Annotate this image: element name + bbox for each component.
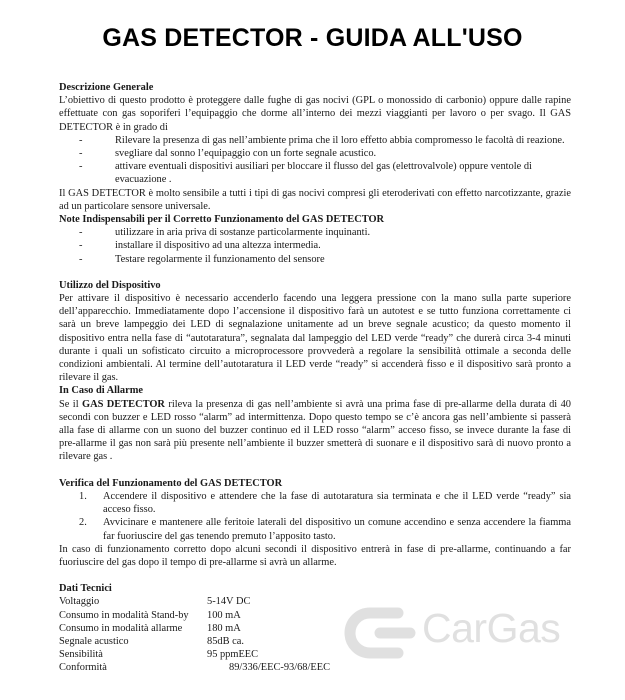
- list-item: 2. Avvicinare e mantenere alle feritoie laterali del dispositivo un comune accendino e senza accendere la fiamma far fuoriuscire del gas tenendo premuto l’apposito tasto.: [79, 517, 571, 542]
- watermark-text: CarGas: [422, 605, 561, 651]
- section-heading-tech: Dati Tecnici: [59, 583, 112, 595]
- list-item: - attivare eventuali dispositivi ausiliari per bloccare il flusso del gas (elettrovalvole) oppure ventole di evacuazione .: [79, 161, 532, 186]
- tech-label: Sensibilità: [59, 649, 103, 661]
- tech-value: 100 mA: [207, 609, 241, 621]
- document-body: [59, 81, 571, 675]
- tech-value: 89/336/EEC-93/68/EEC: [229, 662, 331, 674]
- tech-label: Voltaggio: [59, 596, 100, 608]
- tech-value: 5-14V DC: [207, 596, 251, 608]
- page-title: GAS DETECTOR - GUIDA ALL'USO: [102, 24, 523, 52]
- tech-label: Consumo in modalità Stand-by: [59, 609, 189, 621]
- tech-value: 95 ppmEEC: [207, 649, 259, 661]
- general-intro: L’obiettivo di questo prodotto è proteggere dalle fughe di gas nocivi (GPL o monossido di carbonio) oppure dalle rapine effettuate con gas soporiferi l’equipaggio che dorme all’interno dei mezzi viaggianti per lavoro o per svago. Il GAS DETECTOR è in grado di: [59, 95, 571, 133]
- tech-label: Segnale acustico: [59, 635, 129, 647]
- cargas-logo-icon: [340, 603, 420, 663]
- list-item: - svegliare dal sonno l’equipaggio con un forte segnale acustico.: [79, 148, 377, 160]
- tech-value: 180 mA: [207, 622, 241, 634]
- tech-value: 85dB ca.: [207, 635, 244, 647]
- section-heading-verify: Verifica del Funzionamento del GAS DETECTOR: [59, 477, 283, 489]
- general-closing: Il GAS DETECTOR è molto sensibile a tutti i tipi di gas nocivi compresi gli eteroderivati con effetto narcotizzante, grazie ad un particolare sensore universale.: [59, 187, 571, 212]
- alarm-body: Se il GAS DETECTOR rileva la presenza di gas nell’ambiente si avrà una prima fase di pre-allarme della durata di 40 secondi con buzzer e LED rosso “alarm” ad intermittenza. Dopo questo tempo se c’è ancora gas nell’ambiente si passerà alla fase di allarme con un suono del buzzer continuo ed il LED rosso “alarm” acceso fisso, se invece durante la fase di pre-allarme il gas non sarà più presente nell’ambiente il buzzer smetterà di suonare e il dispositivo sarà di nuovo pronto a rilevare gas .: [59, 398, 571, 463]
- list-item: - Rilevare la presenza di gas nell’ambiente prima che il loro effetto abbia compromesso le facoltà di reazione.: [79, 134, 565, 146]
- cargas-watermark: [340, 603, 620, 663]
- list-item: - utilizzare in aria priva di sostanze particolarmente inquinanti.: [79, 227, 371, 239]
- verify-steps-list: [59, 490, 571, 543]
- list-item: - Testare regolarmente il funzionamento del sensore: [79, 253, 325, 265]
- section-heading-general: Descrizione Generale: [59, 82, 154, 93]
- notes-bullet-list: [59, 226, 571, 266]
- tech-label: Consumo in modalità allarme: [59, 622, 183, 634]
- tech-label: Conformità: [59, 662, 107, 674]
- list-item: - installare il dispositivo ad una altezza intermedia.: [79, 240, 321, 252]
- section-heading-alarm: In Caso di Allarme: [59, 385, 143, 397]
- list-item: 1. Accendere il dispositivo e attendere che la fase di autotaratura sia terminata e che il LED verde “ready” sia acceso fisso.: [79, 490, 571, 516]
- general-bullet-list: [59, 134, 571, 187]
- section-heading-usage: Utilizzo del Dispositivo: [59, 279, 161, 291]
- verify-closing: In caso di funzionamento corretto dopo alcuni secondi il dispositivo entrerà in fase di pre-allarme, continuando a far fuoriuscire del gas dopo il tempo di pre-allarme si avrà un allarme.: [59, 543, 571, 568]
- usage-body: Per attivare il dispositivo è necessario accenderlo facendo una leggera pressione con la mano sulla parte superiore dell’apparecchio. Immediatamente dopo l’accensione il dispositivo farà un autotest e se tutto funziona correttamente ci sarà un breve lampeggio dei LED di segnalazione unitamente ad un breve segnale acustico; da questo momento il dispositivo entra nella fase di “autotaratura”, segnalata dal lampeggio del LED verde “ready” che durerà circa 3-4 minuti durante i quali un sofisticato circuito a microprocessore provvederà a regolare la sensibilità ottimale a seconda delle condizioni ambientali. Al termine dell’autotaratura il LED verde “ready” si accenderà fisso e il dispositivo sarà pronto a rilevare il gas.: [59, 293, 571, 384]
- section-heading-notes: Note Indispensabili per il Corretto Funzionamento del GAS DETECTOR: [59, 214, 385, 226]
